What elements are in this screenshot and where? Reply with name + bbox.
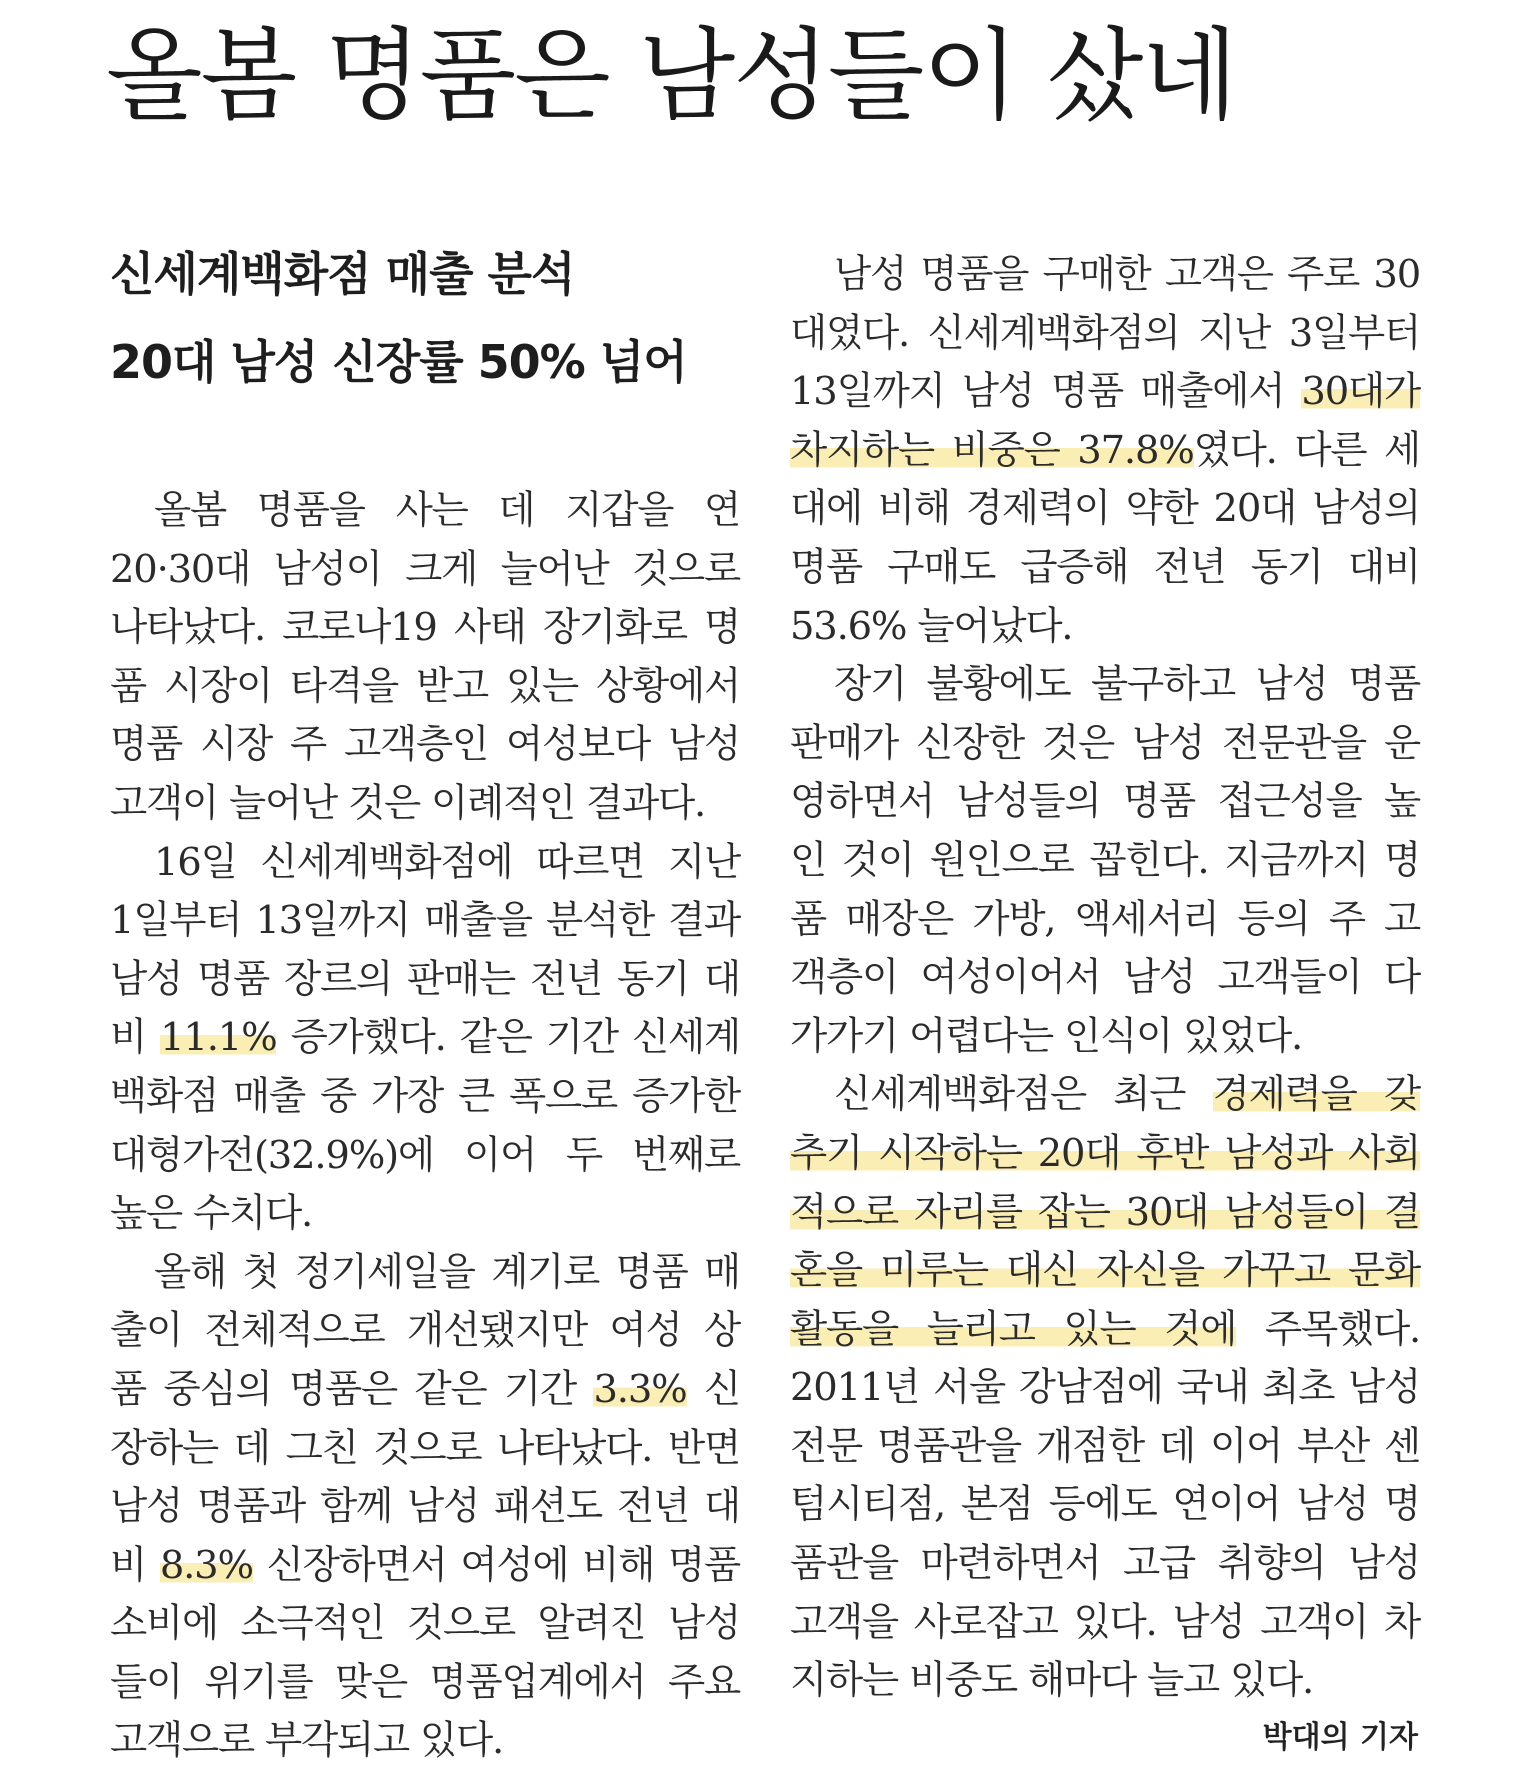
article-line [790,1066,1420,1125]
article-text: 인 것이 원인으로 꼽힌다. 지금까지 명 [790,837,1420,883]
article-text: 20·30대 남성이 크게 늘어난 것으로 [110,546,740,592]
article-line [110,1244,740,1303]
article-text: 주목했다. [1236,1306,1420,1352]
article-text: 53.6% 늘어났다. [790,603,1073,649]
highlighted-text: 경제력을 갖 [1212,1072,1420,1118]
article-text: 장하는 데 그친 것으로 나타났다. 반면 [110,1425,740,1471]
article-text: 지하는 비중도 해마다 늘고 있다. [790,1658,1314,1704]
article-text: 대였다. 신세계백화점의 지난 3일부터 [790,310,1420,356]
article-text: 객층이 여성이어서 남성 고객들이 다 [790,955,1420,1001]
article-line [110,1127,740,1186]
article-text: 대에 비해 경제력이 약한 20대 남성의 [790,486,1420,532]
article-line [110,1361,740,1420]
article-line [110,599,740,658]
highlighted-text: 혼을 미루는 대신 자신을 가꾸고 문화 [790,1248,1420,1294]
highlighted-text: 활동을 늘리고 있는 것에 [790,1306,1237,1352]
article-text: 나타났다. 코로나19 사태 장기화로 명 [110,605,740,651]
article-line [110,775,740,834]
article-line [790,1535,1420,1594]
article-text: 대형가전(32.9%)에 이어 두 번째로 [110,1132,740,1178]
article-text: 13일까지 남성 명품 매출에서 [790,369,1302,415]
highlighted-text: 11.1% [160,1015,277,1061]
article-text: 였다. 다른 세 [1193,427,1420,473]
subheadings [110,244,750,392]
subhead-secondary: 20대 남성 신장률 50% 넘어 [110,335,687,389]
article-line [110,1595,740,1654]
article-text: 장기 불황에도 불구하고 남성 명품 [834,662,1420,708]
article-line [790,891,1420,950]
article-text: 1일부터 13일까지 매출을 분석한 결과 [110,898,740,944]
article-line [790,949,1420,1008]
article-line [790,480,1420,539]
article-line [790,1652,1420,1711]
article-line [110,892,740,951]
article-line [110,1537,740,1596]
article-line [110,1478,740,1537]
article-line [110,1009,740,1068]
article-line [110,1185,740,1244]
article-line [790,1242,1420,1301]
article-text: 남성 명품과 함께 남성 패션도 전년 대 [110,1484,740,1530]
article-text: 텀시티점, 본점 등에도 연이어 남성 명 [790,1482,1420,1528]
article-line [110,1420,740,1479]
article-line [790,656,1420,715]
article-text: 고객이 늘어난 것은 이례적인 결과다. [110,780,706,826]
article-text: 비 [110,1542,160,1588]
article-column-right [790,246,1420,1711]
article-text: 품 중심의 명품은 같은 기간 [110,1366,594,1412]
article-line [790,1008,1420,1067]
highlighted-text: 추기 시작하는 20대 후반 남성과 사회 [790,1130,1420,1176]
article-text: 소비에 소극적인 것으로 알려진 남성 [110,1601,740,1647]
article-text: 비 [110,1015,161,1061]
article-text: 남성 명품을 구매한 고객은 주로 30 [834,252,1420,297]
article-text: 신장하면서 여성에 비해 명품 [252,1542,740,1588]
article-text: 품 매장은 가방, 액세서리 등의 주 고 [790,896,1420,942]
article-text: 가가기 어렵다는 인식이 있었다. [790,1013,1303,1059]
highlighted-text: 적으로 자리를 잡는 30대 남성들이 결 [790,1189,1420,1235]
article-line [110,951,740,1010]
highlighted-text: 30대가 [1301,369,1420,415]
article-text: 높은 수치다. [110,1191,313,1237]
article-text: 들이 위기를 맞은 명품업계에서 주요 [110,1659,740,1705]
article-line [790,363,1420,422]
article-text: 품관을 마련하면서 고급 취향의 남성 [790,1541,1420,1587]
article-text: 명품 구매도 급증해 전년 동기 대비 [790,544,1420,590]
article-line [790,1359,1420,1418]
article-text: 2011년 서울 강남점에 국내 최초 남성 [790,1365,1420,1411]
headline: 올봄 명품은 남성들이 샀네 [106,17,1236,134]
article-line [790,1184,1420,1243]
article-line [790,715,1420,774]
article-line [110,716,740,775]
article-text: 명품 시장 주 고객층인 여성보다 남성 [110,722,740,768]
article-line [790,1594,1420,1653]
byline: 박대의 기자 [1262,1720,1418,1755]
article-line [110,658,740,717]
article-line [790,1476,1420,1535]
article-line [790,1418,1420,1477]
article-text: 전문 명품관을 개점한 데 이어 부산 센 [790,1423,1420,1469]
article-text: 고객으로 부각되고 있다. [110,1718,504,1764]
article-line [110,541,740,600]
article-line [110,1712,740,1771]
article-line [790,305,1420,364]
article-text: 올해 첫 정기세일을 계기로 명품 매 [154,1249,740,1295]
article-text: 신 [686,1366,741,1412]
article-text: 영하면서 남성들의 명품 접근성을 높 [790,779,1420,825]
article-text: 신세계백화점은 최근 [834,1072,1213,1118]
article-line [790,422,1420,481]
article-text: 백화점 매출 중 가장 큰 폭으로 증가한 [110,1073,740,1119]
article-line [790,832,1420,891]
article-text: 판매가 신장한 것은 남성 전문관을 운 [790,720,1420,766]
article-line [790,773,1420,832]
article-line [110,1654,740,1713]
article-line [110,834,740,893]
article-line [790,1301,1420,1360]
article-text: 올봄 명품을 사는 데 지갑을 연 [154,488,740,533]
highlighted-text: 8.3% [159,1542,253,1588]
article-line [790,246,1420,305]
highlighted-text: 3.3% [593,1366,687,1412]
article-text: 16일 신세계백화점에 따르면 지난 [154,839,740,885]
article-text: 출이 전체적으로 개선됐지만 여성 상 [110,1308,740,1354]
article-text: 고객을 사로잡고 있다. 남성 고객이 차 [790,1599,1420,1645]
article-text: 남성 명품 장르의 판매는 전년 동기 대 [110,956,740,1002]
article-text: 품 시장이 타격을 받고 있는 상황에서 [110,663,740,709]
article-column-left [110,482,740,1771]
article-line [110,1302,740,1361]
article-line [790,1125,1420,1184]
highlighted-text: 차지하는 비중은 37.8% [790,427,1194,473]
article-text: 증가했다. 같은 기간 신세계 [276,1015,741,1061]
article-line [790,539,1420,598]
article-line [110,1068,740,1127]
article-line [790,598,1420,657]
subhead-primary: 신세계백화점 매출 분석 [110,247,575,301]
article-line [110,482,740,541]
